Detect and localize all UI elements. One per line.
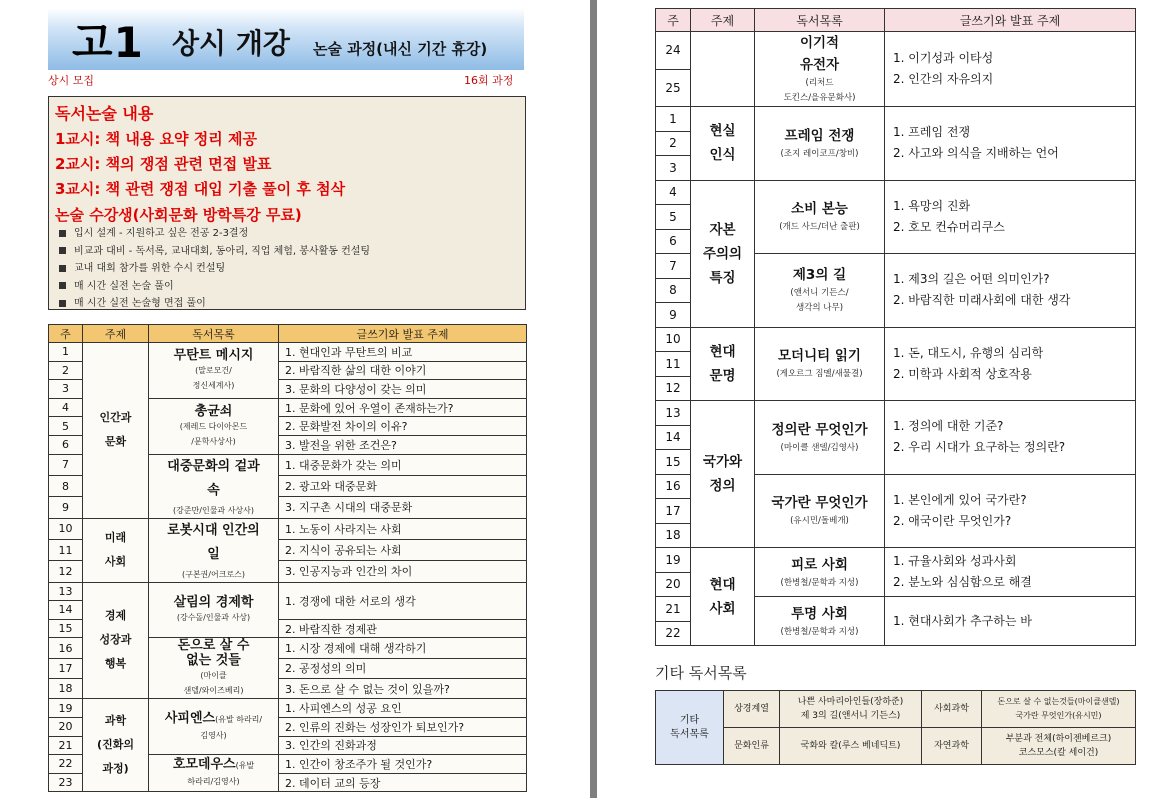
book-cell bbox=[755, 254, 885, 328]
week-number: 15 bbox=[49, 619, 83, 638]
topic-cell: 3. 인공지능과 인간의 차이 bbox=[279, 561, 527, 582]
header-topics: 글쓰기와 발표 주제 bbox=[885, 9, 1136, 32]
square-bullet-icon bbox=[59, 247, 66, 254]
week-number: 22 bbox=[656, 621, 691, 646]
book-cell bbox=[755, 107, 885, 181]
book-cell bbox=[755, 474, 885, 548]
book-author: (유시민/돌베개) bbox=[790, 516, 849, 527]
etc-books: 돈으로 살 수 없는것들(마이클샌델) 국가란 무엇인가(유시민) bbox=[982, 691, 1136, 728]
topic-cell: 1. 문화에 있어 우열이 존재하는가? bbox=[279, 398, 527, 417]
topic-cell: 1. 현대사회가 추구하는 바 bbox=[885, 597, 1136, 646]
header-theme: 주제 bbox=[691, 9, 755, 32]
week-number: 4 bbox=[656, 180, 691, 205]
header-books: 독서목록 bbox=[755, 9, 885, 32]
week-number: 20 bbox=[656, 572, 691, 597]
etc-reading-heading: 기타 독서목록 bbox=[655, 664, 747, 682]
header-theme: 주제 bbox=[83, 325, 149, 343]
book-cell bbox=[149, 582, 279, 638]
book-cell bbox=[149, 518, 279, 582]
topic-cell: 1. 노동이 사라지는 사회 bbox=[279, 518, 527, 539]
book-author: (말로모건/ 정신세계사) bbox=[192, 365, 235, 390]
book-cell bbox=[755, 401, 885, 475]
week-number: 5 bbox=[656, 205, 691, 230]
book-title: 돈으로 살 수 없는 것들 bbox=[177, 638, 250, 669]
week-number: 17 bbox=[656, 499, 691, 524]
theme-cell: 경제 성장과 행복 bbox=[83, 582, 149, 699]
week-number: 6 bbox=[49, 435, 83, 454]
bullet-item: 입시 설계 - 지원하고 싶은 전공 2-3결정 bbox=[59, 225, 370, 243]
week-number: 6 bbox=[656, 229, 691, 254]
week-number: 3 bbox=[49, 380, 83, 399]
book-title: 소비 본능 bbox=[791, 201, 848, 218]
theme-cell-empty bbox=[691, 32, 755, 107]
week-number: 13 bbox=[49, 582, 83, 601]
week-number: 24 bbox=[656, 32, 691, 70]
topic-cell: 1. 프레임 전쟁 2. 사고와 의식을 지배하는 언어 bbox=[885, 107, 1136, 181]
week-number: 14 bbox=[49, 601, 83, 620]
banner-subtitle: 논술 과정(내신 기간 휴강) bbox=[313, 40, 488, 58]
topic-cell: 1. 규율사회와 성과사회 2. 분노와 심심함으로 해결 bbox=[885, 548, 1136, 597]
recruit-label: 상시 모집 bbox=[48, 74, 95, 87]
topic-cell: 1. 사피엔스의 성공 요인 bbox=[279, 699, 527, 718]
header-books: 독서목록 bbox=[149, 325, 279, 343]
etc-reading-table bbox=[655, 690, 1136, 765]
theme-cell: 미래 사회 bbox=[83, 518, 149, 582]
week-number: 15 bbox=[656, 450, 691, 475]
week-number: 18 bbox=[656, 523, 691, 548]
week-number: 10 bbox=[656, 327, 691, 352]
topic-cell: 2. 데이터 교의 등장 bbox=[279, 773, 527, 792]
book-title: 호모데우스 bbox=[172, 757, 236, 773]
week-number: 22 bbox=[49, 755, 83, 774]
week-number: 17 bbox=[49, 658, 83, 678]
square-bullet-icon bbox=[59, 300, 66, 307]
week-number: 4 bbox=[49, 398, 83, 417]
topic-cell: 3. 인간의 진화과정 bbox=[279, 736, 527, 755]
book-cell bbox=[149, 454, 279, 518]
reading-course-info bbox=[48, 96, 526, 310]
topic-cell: 1. 대중문화가 갖는 의미 bbox=[279, 454, 527, 475]
week-number: 20 bbox=[49, 717, 83, 736]
etc-books: 부분과 전체(하이젠베르크) 코스모스(칼 세이건) bbox=[982, 728, 1136, 765]
table-header-row bbox=[49, 325, 527, 343]
header-week: 주 bbox=[49, 325, 83, 343]
book-cell bbox=[755, 32, 885, 107]
topic-cell: 3. 지구촌 시대의 대중문화 bbox=[279, 497, 527, 518]
book-title: 정의란 무엇인가 bbox=[771, 421, 868, 438]
book-title: 로봇시대 인간의 일 bbox=[167, 522, 260, 562]
topic-cell: 1. 현대인과 무탄트의 비교 bbox=[279, 343, 527, 362]
week-number: 3 bbox=[656, 156, 691, 181]
week-number: 9 bbox=[49, 497, 83, 518]
topic-cell: 1. 이기성과 이타성 2. 인간의 자유의지 bbox=[885, 32, 1136, 107]
week-number: 12 bbox=[49, 561, 83, 582]
week-number: 1 bbox=[656, 107, 691, 132]
etc-books: 나쁜 사마리아인들(장하준) 제 3의 길(앤서니 기든스) bbox=[780, 691, 922, 728]
banner-grade: 고1 bbox=[72, 18, 144, 67]
book-author: (리처드 도킨스/을유문화사) bbox=[783, 78, 856, 103]
topic-cell: 1. 본인에게 있어 국가란? 2. 애국이란 무엇인가? bbox=[885, 474, 1136, 548]
header-week: 주 bbox=[656, 9, 691, 32]
week-number: 10 bbox=[49, 518, 83, 539]
topic-cell: 1. 제3의 길은 어떤 의미인가? 2. 바람직한 미래사회에 대한 생각 bbox=[885, 254, 1136, 328]
topic-cell: 2. 문화발전 차이의 이유? bbox=[279, 417, 527, 436]
book-cell bbox=[755, 597, 885, 646]
header-topics: 글쓰기와 발표 주제 bbox=[279, 325, 527, 343]
week-number: 25 bbox=[656, 69, 691, 107]
topic-cell: 1. 인간이 창조주가 될 것인가? bbox=[279, 755, 527, 774]
book-author: (유발 하라리/ 김영사) bbox=[200, 714, 263, 740]
book-cell bbox=[149, 638, 279, 699]
book-title: 모더니티 읽기 bbox=[778, 348, 861, 365]
square-bullet-icon bbox=[59, 282, 66, 289]
theme-cell: 자본 주의의 특징 bbox=[691, 180, 755, 327]
book-cell bbox=[149, 398, 279, 454]
topic-cell: 2. 바람직한 삶의 대한 이야기 bbox=[279, 361, 527, 380]
book-author: (한병철/문학과 지성) bbox=[780, 577, 859, 588]
table-header-row bbox=[656, 9, 1136, 32]
etc-category: 자연과학 bbox=[922, 728, 982, 765]
week-number: 21 bbox=[49, 736, 83, 755]
week-number: 16 bbox=[656, 474, 691, 499]
book-author: (앤서니 기든스/ 생각의 나무) bbox=[790, 288, 849, 314]
curriculum-table-weeks-24-22 bbox=[655, 8, 1136, 646]
book-author: (개드 사드/더난 출판) bbox=[779, 222, 860, 233]
book-title: 프레임 전쟁 bbox=[784, 127, 855, 144]
topic-cell: 1. 경쟁에 대한 서로의 생각 bbox=[279, 582, 527, 619]
info-line: 1교시: 책 내용 요약 정리 제공 bbox=[55, 130, 257, 148]
book-title: 사피엔스 bbox=[164, 710, 216, 726]
square-bullet-icon bbox=[59, 230, 66, 237]
book-author: (마이클 샌델/와이즈베리) bbox=[183, 671, 244, 696]
theme-cell: 현대 문명 bbox=[691, 327, 755, 401]
info-bullets bbox=[59, 225, 370, 313]
week-number: 7 bbox=[656, 254, 691, 279]
book-cell bbox=[755, 548, 885, 597]
topic-cell: 2. 지식이 공유되는 사회 bbox=[279, 539, 527, 560]
week-number: 8 bbox=[49, 475, 83, 496]
topic-cell: 2. 공정성의 의미 bbox=[279, 658, 527, 678]
book-title: 제3의 길 bbox=[792, 267, 847, 284]
week-number: 13 bbox=[656, 401, 691, 426]
topic-cell: 3. 돈으로 살 수 없는 것이 있을까? bbox=[279, 679, 527, 699]
book-cell bbox=[755, 327, 885, 401]
book-author: (강수돌/인물과 사상) bbox=[176, 612, 251, 622]
topic-cell: 3. 발전을 위한 조건은? bbox=[279, 435, 527, 454]
theme-cell: 인간과 문화 bbox=[83, 343, 149, 519]
book-title: 무탄트 메시지 bbox=[173, 347, 254, 363]
week-number: 23 bbox=[49, 773, 83, 792]
book-author: (마이클 샌델/김영사) bbox=[780, 442, 859, 453]
banner-title: 상시 개강 bbox=[172, 27, 290, 60]
week-number: 19 bbox=[49, 699, 83, 718]
book-author: (게오르그 짐멜/새물결) bbox=[776, 369, 863, 380]
topic-cell: 3. 문화의 다양성이 갖는 의미 bbox=[279, 380, 527, 399]
topic-cell: 1. 시장 경제에 대해 생각하기 bbox=[279, 638, 527, 658]
theme-cell: 현대 사회 bbox=[691, 548, 755, 646]
session-count: 16회 과정 bbox=[464, 74, 514, 87]
book-author: (구본권/어크로스) bbox=[181, 569, 246, 579]
book-cell bbox=[149, 755, 279, 792]
info-line: 논술 수강생(사회문화 방학특강 무료) bbox=[55, 206, 302, 224]
theme-cell: 과학 (진화의 과정) bbox=[83, 699, 149, 792]
bullet-item: 매 시간 실전 논술 풀이 bbox=[59, 278, 370, 296]
topic-cell: 1. 정의에 대한 기준? 2. 우리 시대가 요구하는 정의란? bbox=[885, 401, 1136, 475]
week-number: 8 bbox=[656, 278, 691, 303]
topic-cell: 1. 돈, 대도시, 유행의 심리학 2. 미학과 사회적 상호작용 bbox=[885, 327, 1136, 401]
week-number: 11 bbox=[656, 352, 691, 377]
week-number: 14 bbox=[656, 425, 691, 450]
book-title: 대중문화의 겉과 속 bbox=[167, 458, 260, 498]
curriculum-table-weeks-1-23 bbox=[48, 324, 527, 792]
topic-cell: 2. 바람직한 경제관 bbox=[279, 619, 527, 638]
theme-cell: 현실 인식 bbox=[691, 107, 755, 181]
topic-cell: 1. 욕망의 진화 2. 호모 컨슈머리쿠스 bbox=[885, 180, 1136, 254]
book-author: (한병철/문학과 지성) bbox=[780, 626, 859, 637]
bullet-item: 매 시간 실전 논술형 면접 풀이 bbox=[59, 295, 370, 313]
book-title: 이기적 유전자 bbox=[799, 35, 840, 73]
book-author: (조지 레이코프/창비) bbox=[780, 148, 859, 159]
book-title: 살림의 경제학 bbox=[173, 594, 254, 610]
etc-category: 사회과학 bbox=[922, 691, 982, 728]
theme-cell: 국가와 정의 bbox=[691, 401, 755, 548]
bullet-item: 비교과 대비 - 독서록, 교내대회, 동아리, 직업 체험, 봉사활동 컨설팅 bbox=[59, 243, 370, 261]
week-number: 1 bbox=[49, 343, 83, 362]
info-line: 3교시: 책 관련 쟁점 대입 기출 풀이 후 첨삭 bbox=[55, 180, 346, 198]
etc-category: 문화인류 bbox=[724, 728, 780, 765]
week-number: 7 bbox=[49, 454, 83, 475]
book-author: (제레드 다이아몬드 /문학사상사) bbox=[179, 421, 248, 446]
week-number: 9 bbox=[656, 303, 691, 328]
book-title: 투명 사회 bbox=[791, 605, 848, 622]
week-number: 16 bbox=[49, 638, 83, 658]
book-author: (유발 하라리/김영사) bbox=[187, 761, 255, 787]
week-number: 2 bbox=[656, 131, 691, 156]
info-line: 2교시: 책의 쟁점 관련 면접 발표 bbox=[55, 155, 272, 173]
week-number: 21 bbox=[656, 597, 691, 622]
week-number: 2 bbox=[49, 361, 83, 380]
bullet-item: 교내 대회 참가를 위한 수시 컨설팅 bbox=[59, 260, 370, 278]
square-bullet-icon bbox=[59, 265, 66, 272]
topic-cell: 2. 인류의 진화는 성장인가 퇴보인가? bbox=[279, 717, 527, 736]
book-author: (강준만/인물과 사상사) bbox=[172, 505, 255, 515]
week-number: 5 bbox=[49, 417, 83, 436]
week-number: 18 bbox=[49, 679, 83, 699]
topic-cell: 2. 광고와 대중문화 bbox=[279, 475, 527, 496]
week-number: 11 bbox=[49, 539, 83, 560]
etc-label: 기타 독서목록 bbox=[656, 691, 724, 765]
etc-books: 국화와 칼(루스 베네딕트) bbox=[780, 728, 922, 765]
week-number: 12 bbox=[656, 376, 691, 401]
book-title: 피로 사회 bbox=[791, 556, 848, 573]
week-number: 19 bbox=[656, 548, 691, 573]
course-banner bbox=[48, 8, 524, 70]
etc-category: 상경계열 bbox=[724, 691, 780, 728]
book-title: 국가란 무엇인가 bbox=[771, 495, 868, 512]
book-cell bbox=[755, 180, 885, 254]
book-cell bbox=[149, 699, 279, 755]
info-title: 독서논술 내용 bbox=[55, 104, 154, 123]
book-title: 총균쇠 bbox=[194, 403, 233, 419]
book-cell bbox=[149, 343, 279, 399]
